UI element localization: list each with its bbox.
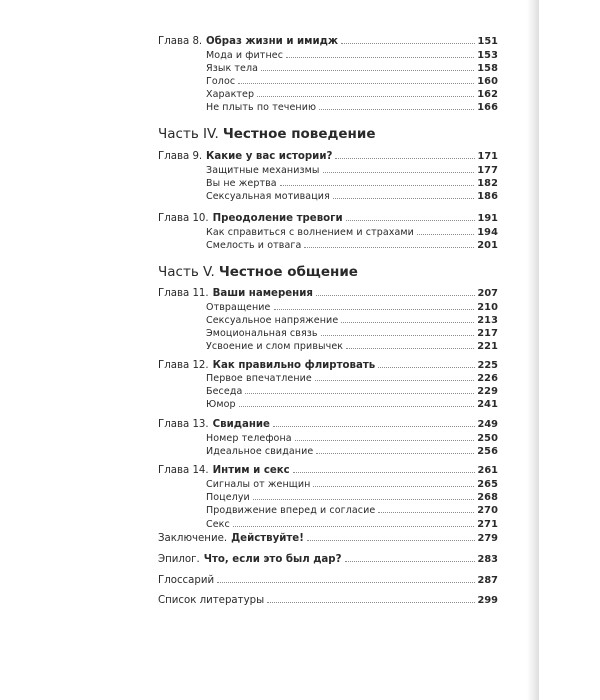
subsection-title: Защитные механизмы [206, 165, 320, 176]
chapter-title: Что, если это был дар? [203, 554, 342, 565]
toc-sub [206, 400, 498, 410]
leader-dots [267, 602, 474, 603]
subsection-title: Номер телефона [206, 433, 292, 444]
leader-dots [378, 367, 474, 368]
leader-dots [333, 198, 474, 199]
subsection-title: Секс [206, 519, 230, 530]
leader-dots [261, 70, 474, 71]
page-number: 158 [477, 63, 498, 74]
toc-sub [206, 77, 498, 87]
page-number: 270 [477, 505, 498, 516]
leader-dots [323, 172, 475, 173]
subsection-title: Беседа [206, 386, 243, 397]
leader-dots [321, 335, 475, 336]
toc-sub [206, 51, 498, 61]
leader-dots [295, 440, 475, 441]
page-number: 261 [477, 465, 498, 476]
chapter-prefix: Глава 11. [158, 288, 209, 299]
chapter-prefix: Глава 12. [158, 360, 209, 371]
leader-dots [417, 234, 474, 235]
page-number: 268 [477, 492, 498, 503]
page-number: 256 [477, 446, 498, 457]
subsection-title: Сигналы от женщин [206, 479, 311, 490]
toc-sub [206, 241, 498, 251]
subsection-title: Первое впечатление [206, 373, 312, 384]
toc-sub [206, 228, 498, 238]
page-number: 225 [477, 360, 498, 371]
page-number: 194 [477, 227, 498, 238]
chapter-title: Интим и секс [212, 465, 290, 476]
toc-sub [206, 480, 498, 490]
leader-dots [341, 43, 475, 44]
toc-sub [206, 192, 498, 202]
subsection-title: Язык тела [206, 63, 259, 74]
page-number: 217 [477, 328, 498, 339]
part-prefix: Часть IV. [158, 126, 219, 142]
section-title: Список литературы [158, 595, 265, 606]
page-number: 166 [477, 102, 498, 113]
toc-sub [206, 447, 498, 457]
page-number: 171 [477, 151, 498, 162]
subsection-title: Юмор [206, 399, 236, 410]
page-number: 249 [477, 419, 498, 430]
leader-dots [313, 486, 474, 487]
toc-chapter [158, 152, 498, 162]
toc-chapter [158, 555, 498, 565]
leader-dots [245, 393, 474, 394]
toc-sub [206, 374, 498, 384]
chapter-prefix: Глава 14. [158, 465, 209, 476]
leader-dots [319, 109, 474, 110]
chapter-title: Преодоление тревоги [212, 213, 343, 224]
toc-chapter [158, 361, 498, 371]
subsection-title: Сексуальное напряжение [206, 315, 339, 326]
subsection-title: Эмоциональная связь [206, 328, 318, 339]
toc-sub [206, 179, 498, 189]
chapter-prefix: Глава 8. [158, 36, 203, 47]
chapter-prefix: Эпилог. [158, 554, 200, 565]
leader-dots [316, 453, 474, 454]
page-number: 160 [477, 76, 498, 87]
section-title: Глоссарий [158, 575, 215, 586]
page-number: 241 [477, 399, 498, 410]
chapter-title: Образ жизни и имидж [206, 36, 338, 47]
subsection-title: Продвижение вперед и согласие [206, 505, 376, 516]
leader-dots [286, 57, 474, 58]
subsection-title: Поцелуи [206, 492, 250, 503]
toc-chapter [158, 466, 498, 476]
part-title: Честное общение [218, 264, 358, 280]
toc-sub [206, 434, 498, 444]
page-number: 287 [477, 575, 498, 586]
toc-chapter [158, 534, 498, 544]
toc-sub [206, 103, 498, 113]
chapter-title: Какие у вас истории? [206, 151, 333, 162]
leader-dots [346, 220, 475, 221]
subsection-title: Отвращение [206, 302, 271, 313]
leader-dots [274, 309, 475, 310]
leader-dots [304, 247, 474, 248]
page-number: 271 [477, 519, 498, 530]
toc-part [158, 128, 376, 142]
chapter-prefix: Глава 13. [158, 419, 209, 430]
page-number: 153 [477, 50, 498, 61]
page-number: 279 [477, 533, 498, 544]
toc-chapter [158, 37, 498, 47]
page-number: 283 [477, 554, 498, 565]
toc-sub [206, 316, 498, 326]
page-edge-shadow [527, 0, 539, 700]
leader-dots [307, 540, 475, 541]
chapter-title: Ваши намерения [212, 288, 313, 299]
page-number: 151 [477, 36, 498, 47]
page-number: 201 [477, 240, 498, 251]
toc-sub [206, 90, 498, 100]
leader-dots [217, 582, 474, 583]
leader-dots [335, 158, 474, 159]
chapter-prefix: Заключение. [158, 533, 228, 544]
leader-dots [293, 472, 475, 473]
leader-dots [280, 185, 475, 186]
page-number: 221 [477, 341, 498, 352]
subsection-title: Идеальное свидание [206, 446, 314, 457]
chapter-prefix: Глава 9. [158, 151, 203, 162]
leader-dots [239, 406, 475, 407]
leader-dots [233, 526, 474, 527]
page-number: 229 [477, 386, 498, 397]
chapter-prefix: Глава 10. [158, 213, 209, 224]
chapter-title: Как правильно флиртовать [212, 360, 376, 371]
toc-sub [206, 166, 498, 176]
subsection-title: Голос [206, 76, 236, 87]
page-number: 250 [477, 433, 498, 444]
chapter-title: Свидание [212, 419, 270, 430]
toc-chapter [158, 420, 498, 430]
page-number: 299 [477, 595, 498, 606]
toc-sub [206, 387, 498, 397]
toc-sub [206, 342, 498, 352]
part-prefix: Часть V. [158, 264, 215, 280]
page-number: 186 [477, 191, 498, 202]
leader-dots [273, 426, 475, 427]
subsection-title: Мода и фитнес [206, 50, 284, 61]
toc-plain [158, 596, 498, 606]
toc-sub [206, 329, 498, 339]
toc-part [158, 266, 358, 280]
leader-dots [257, 96, 474, 97]
page-number: 226 [477, 373, 498, 384]
page-number: 182 [477, 178, 498, 189]
toc-chapter [158, 289, 498, 299]
leader-dots [378, 512, 474, 513]
subsection-title: Не плыть по течению [206, 102, 317, 113]
toc-plain [158, 576, 498, 586]
toc-sub [206, 493, 498, 503]
subsection-title: Характер [206, 89, 255, 100]
subsection-title: Смелость и отвага [206, 240, 302, 251]
toc-sub [206, 506, 498, 516]
page-number: 213 [477, 315, 498, 326]
leader-dots [341, 322, 474, 323]
leader-dots [238, 83, 474, 84]
page-number: 210 [477, 302, 498, 313]
page-number: 207 [477, 288, 498, 299]
subsection-title: Усвоение и слом привычек [206, 341, 344, 352]
subsection-title: Сексуальная мотивация [206, 191, 330, 202]
chapter-title: Действуйте! [231, 533, 304, 544]
page-number: 177 [477, 165, 498, 176]
page-number: 265 [477, 479, 498, 490]
subsection-title: Вы не жертва [206, 178, 277, 189]
leader-dots [346, 348, 474, 349]
part-title: Честное поведение [222, 126, 376, 142]
toc-chapter [158, 214, 498, 224]
leader-dots [315, 380, 474, 381]
toc-sub [206, 303, 498, 313]
toc-sub [206, 520, 498, 530]
leader-dots [345, 561, 475, 562]
leader-dots [316, 295, 475, 296]
subsection-title: Как справиться с волнением и страхами [206, 227, 414, 238]
page-number: 162 [477, 89, 498, 100]
toc-sub [206, 64, 498, 74]
leader-dots [253, 499, 474, 500]
page-number: 191 [477, 213, 498, 224]
